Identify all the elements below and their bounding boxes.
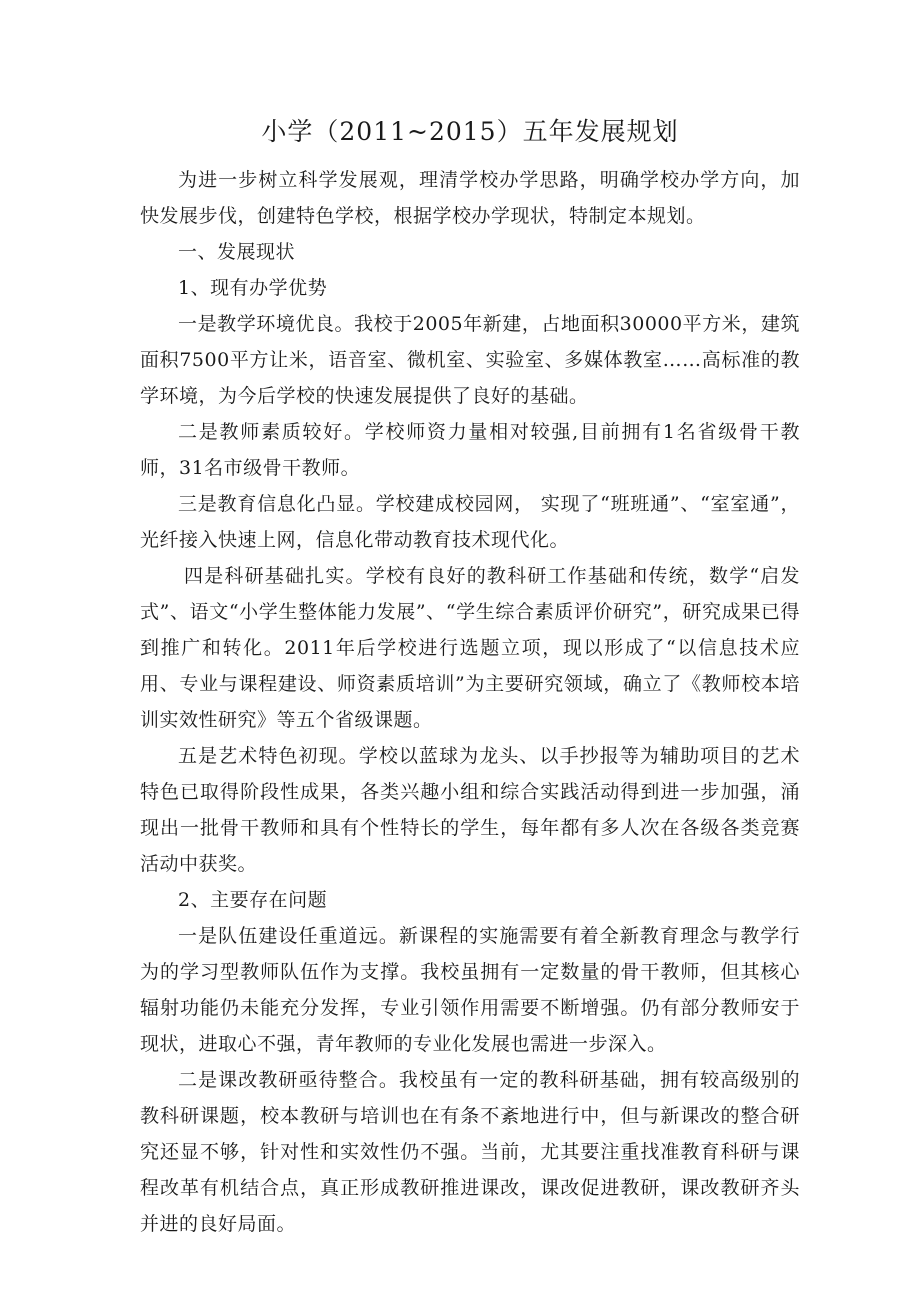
- advantage-environment-paragraph: 一是教学环境优良。我校于2005年新建，占地面积30000平方米，建筑面积7500平方让米，语音室、微机室、实验室、多媒体教室……高标准的教学环境，为今后学校的快速发展提供了良好的基础。: [140, 313, 800, 407]
- document-page: [140, 112, 800, 1242]
- advantage-arts-paragraph: 五是艺术特色初现。学校以蓝球为龙头、以手抄报等为辅助项目的艺术特色已取得阶段性成果，各类兴趣小组和综合实践活动得到进一步加强，涌现出一批骨干教师和具有个性特长的学生，每年都有多人次在各级各类竞赛活动中获奖。: [140, 745, 800, 875]
- intro-paragraph: 为进一步树立科学发展观，理清学校办学思路，明确学校办学方向，加快发展步伐，创建特色学校，根据学校办学现状，特制定本规划。: [140, 169, 800, 227]
- subsection-heading-advantages: 1、现有办学优势: [178, 277, 328, 299]
- advantage-research-paragraph: 四是科研基础扎实。学校有良好的教科研工作基础和传统，数学“启发式”、语文“小学生整体能力发展”、“学生综合素质评价研究”，研究成果已得到推广和转化。2011年后学校进行选题立项，现以形成了“以信息技术应用、专业与课程建设、师资素质培训”为主要研究领域，确立了《教师校本培训实效性研究》等五个省级课题。: [140, 565, 800, 731]
- section-heading-status: 一、发展现状: [178, 241, 296, 263]
- page-title: 小学（2011~2015）五年发展规划: [261, 117, 679, 146]
- problem-reform-paragraph: 二是课改教研亟待整合。我校虽有一定的教科研基础，拥有较高级别的教科研课题，校本教研与培训也在有条不紊地进行中，但与新课改的整合研究还显不够，针对性和实效性仍不强。当前，尤其要注重找准教育科研与课程改革有机结合点，真正形成教研推进课改，课改促进教研，课改教研齐头并进的良好局面。: [140, 1069, 800, 1235]
- subsection-heading-problems: 2、主要存在问题: [178, 889, 328, 911]
- advantage-teachers-paragraph: 二是教师素质较好。学校师资力量相对较强,目前拥有1名省级骨干教师，31名市级骨干教师。: [140, 421, 800, 479]
- advantage-informatization-paragraph: 三是教育信息化凸显。学校建成校园网， 实现了“班班通”、“室室通”，光纤接入快速上网，信息化带动教育技术现代化。: [140, 493, 800, 551]
- problem-team-paragraph: 一是队伍建设任重道远。新课程的实施需要有着全新教育理念与教学行为的学习型教师队伍作为支撑。我校虽拥有一定数量的骨干教师，但其核心辐射功能仍未能充分发挥，专业引领作用需要不断增强。仍有部分教师安于现状，进取心不强，青年教师的专业化发展也需进一步深入。: [140, 925, 800, 1055]
